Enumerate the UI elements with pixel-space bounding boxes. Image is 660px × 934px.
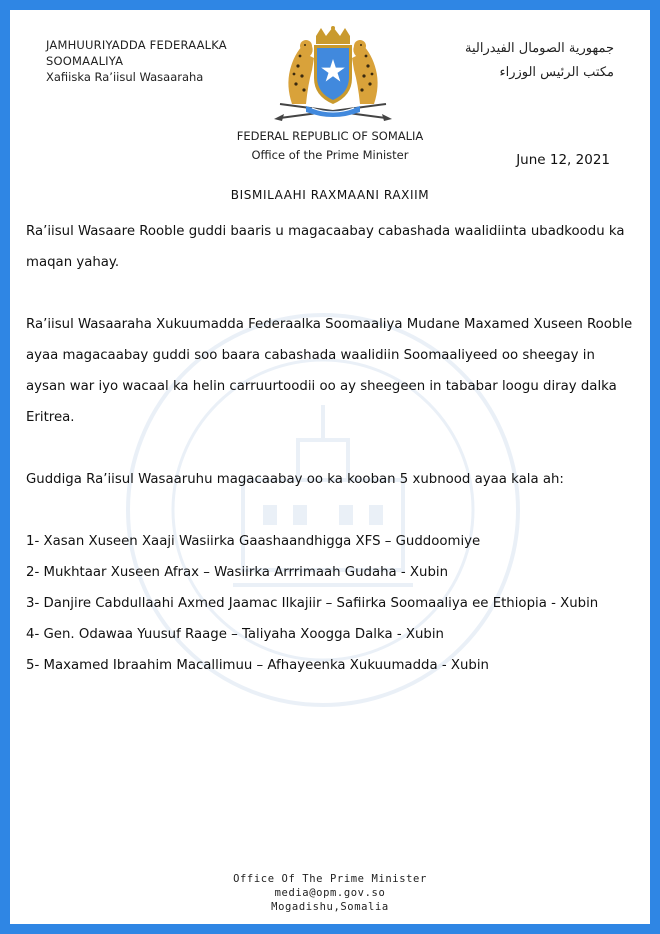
crown-icon [316,26,350,44]
headline: Ra’iisul Wasaare Rooble guddi baaris u magacaabay cabashada waalidiinta ubadkoodu ka maqan yahay. [26,224,625,270]
letterhead-arabic [465,37,614,85]
letterhead-english-office: Office of the Prime Minister [251,148,409,162]
footer-office: Office Of The Prime Minister [233,873,427,885]
list-item: 3- Danjire Cabdullaahi Axmed Jaamac Ilkajiir – Safiirka Soomaaliya ee Ethiopia - Xubin [26,596,599,611]
footer-email: media@opm.gov.so [274,887,386,899]
press-release-body [26,216,638,681]
leopard-right-icon [352,40,378,104]
committee-intro: Guddiga Ra’iisul Wasaaruhu magacaabay oo ka kooban 5 xubnood ayaa kala ah: [26,472,564,487]
coat-of-arms-icon [268,26,398,124]
letterhead-somali-office: Xafiiska Ra’iisul Wasaaraha [46,70,204,84]
committee-members-list [26,526,638,681]
leopard-left-icon [288,40,314,104]
shield-icon [314,45,352,104]
letterhead-arabic-line2: مكتب الرئيس الوزراء [499,65,614,80]
list-item: 2- Mukhtaar Xuseen Afrax – Wasiirka Arrrimaah Gudaha - Xubin [26,565,449,580]
list-item: 4- Gen. Odawaa Yuusuf Raage – Taliyaha Xoogga Dalka - Xubin [26,627,444,642]
bismillah-heading: BISMILAAHI RAXMAANI RAXIIM [230,188,430,202]
footer-contact [10,872,650,914]
document-date: June 12, 2021 [516,152,610,168]
list-item: 5- Maxamed Ibraahim Macallimuu – Afhayeenka Xukuumadda - Xubin [26,658,489,673]
letterhead-english-line1: FEDERAL REPUBLIC OF SOMALIA [236,129,424,143]
letterhead-somali-line2: SOOMAALIYA [46,54,124,68]
letterhead-somali [46,37,227,85]
list-item: 1- Xasan Xuseen Xaaji Wasiirka Gaashaandhigga XFS – Guddoomiye [26,534,481,549]
letterhead-somali-line1: JAMHUURIYADDA FEDERAALKA [46,38,227,52]
paragraph-1: Ra’iisul Wasaaraha Xukuumadda Federaalka Soomaaliya Mudane Maxamed Xuseen Rooble ayaa magacaabay guddi soo baara cabashada waalidiin Soomaaliyeed oo sheegay in aysan war iyo wacaal ka helin carruurtoodii oo ay sheegeen in tababar loogu diray dalka Eritrea. [26,317,633,425]
letterhead-arabic-line1: جمهورية الصومال الفيدرالية [465,41,614,56]
footer-location: Mogadishu,Somalia [271,901,389,913]
